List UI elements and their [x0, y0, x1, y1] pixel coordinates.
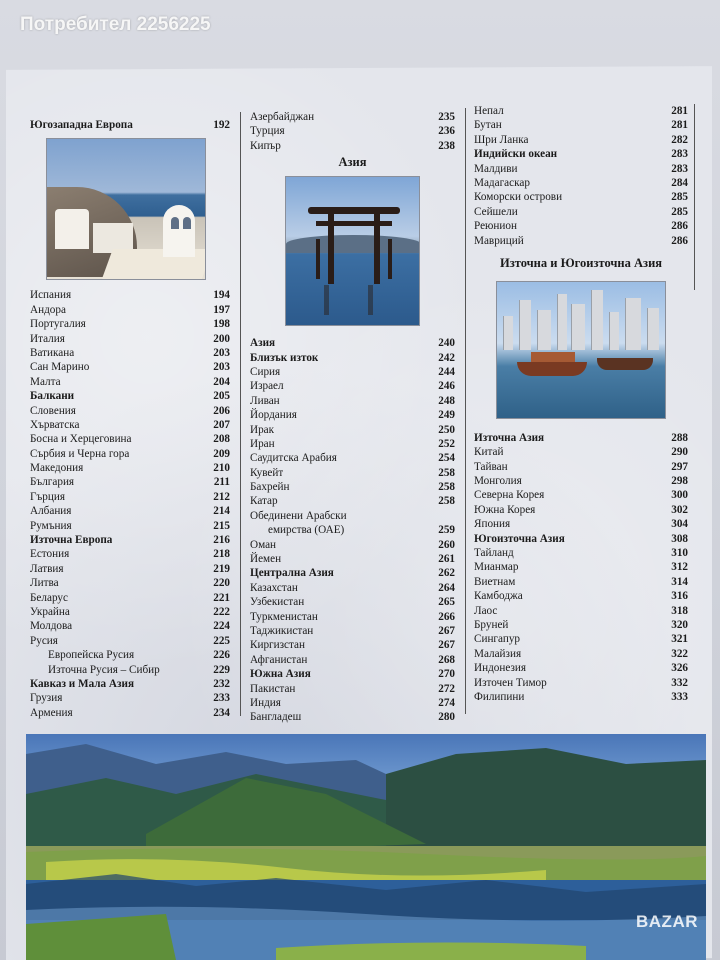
toc-entry-page: 222	[213, 605, 230, 618]
toc-list-top	[474, 104, 688, 248]
toc-entry	[30, 418, 230, 432]
toc-entry-title: Централна Азия	[250, 567, 334, 580]
toc-entry-title: Туркменистан	[250, 610, 318, 623]
toc-entry-title: Саудитска Арабия	[250, 452, 337, 465]
toc-entry-title: Индия	[250, 696, 281, 709]
toc-entry	[30, 332, 230, 346]
toc-entry-title: Латвия	[30, 562, 64, 575]
toc-entry-title: Грузия	[30, 692, 63, 705]
toc-entry	[30, 461, 230, 475]
toc-entry	[474, 162, 688, 176]
toc-entry-title: Оман	[250, 538, 277, 551]
toc-entry-title: Бруней	[474, 618, 509, 631]
toc-entry	[30, 648, 230, 662]
toc-entry	[474, 517, 688, 531]
toc-entry	[250, 595, 455, 609]
toc-entry-title: Бутан	[474, 119, 502, 132]
section-heading-asia: Азия	[338, 155, 367, 170]
toc-entry-title: Филипини	[474, 690, 525, 703]
toc-entry-page: 283	[671, 148, 688, 161]
column-divider	[465, 108, 466, 714]
toc-entry	[250, 610, 455, 624]
toc-entry	[250, 509, 455, 523]
toc-entry-page: 285	[671, 205, 688, 218]
toc-entry-page: 252	[438, 437, 455, 450]
toc-entry	[474, 488, 688, 502]
toc-entry-title: Монголия	[474, 475, 522, 488]
toc-entry-page: 204	[213, 375, 230, 388]
toc-entry-page: 224	[213, 620, 230, 633]
toc-entry-title: Украйна	[30, 605, 70, 618]
toc-entry-page: 258	[438, 466, 455, 479]
toc-entry-title: Азия	[250, 337, 276, 350]
toc-entry-page: 300	[671, 489, 688, 502]
toc-entry-page: 308	[671, 532, 688, 545]
toc-entry	[474, 460, 688, 474]
toc-entry-title: Кувейт	[250, 466, 284, 479]
toc-entry-page: 312	[671, 561, 688, 574]
toc-entry-page: 203	[213, 346, 230, 359]
toc-entry	[30, 663, 230, 677]
user-watermark: Потребител 2256225	[20, 14, 211, 35]
toc-entry-title: Камбоджа	[474, 590, 523, 603]
toc-entry-title: Сърбия и Черна гора	[30, 447, 130, 460]
toc-entry	[30, 288, 230, 302]
toc-entry-page: 310	[671, 547, 688, 560]
toc-entry	[250, 696, 455, 710]
toc-entry	[474, 690, 688, 704]
toc-entry-title: Италия	[30, 332, 65, 345]
toc-list-bottom	[474, 431, 688, 704]
toc-entry-title: Лаос	[474, 604, 498, 617]
toc-entry-title: Южна Корея	[474, 503, 536, 516]
toc-entry-page: 332	[671, 676, 688, 689]
toc-entry-title: Виетнам	[474, 575, 516, 588]
toc-entry	[250, 466, 455, 480]
toc-entry-title: Израел	[250, 380, 284, 393]
toc-entry-title: Йордания	[250, 409, 297, 422]
toc-entry-page: 216	[213, 534, 230, 547]
toc-entry-title: Словения	[30, 404, 76, 417]
toc-entry-title: Индонезия	[474, 662, 526, 675]
toc-entry-page: 250	[438, 423, 455, 436]
toc-entry-page: 265	[438, 596, 455, 609]
toc-entry-page: 264	[438, 581, 455, 594]
toc-entry-page: 286	[671, 234, 688, 247]
toc-entry	[474, 190, 688, 204]
toc-entry-title: Югозападна Европа	[30, 119, 133, 131]
toc-entry-title: Катар	[250, 495, 278, 508]
toc-entry-title: Южна Азия	[250, 668, 311, 681]
toc-entry-page: 248	[438, 394, 455, 407]
toc-entry-title: Киргизстан	[250, 639, 305, 652]
toc-entry	[474, 560, 688, 574]
toc-entry	[474, 647, 688, 661]
mountain-lake-photo	[26, 734, 706, 960]
toc-entry-page: 274	[438, 696, 455, 709]
toc-entry-page: 212	[213, 490, 230, 503]
toc-entry-page: 282	[671, 133, 688, 146]
toc-entry	[30, 547, 230, 561]
toc-entry	[250, 538, 455, 552]
toc-entry-title: Македония	[30, 462, 84, 475]
toc-entry-page: 267	[438, 639, 455, 652]
toc-entry-title: Иран	[250, 437, 275, 450]
toc-entry-title: България	[30, 476, 75, 489]
section-heading-east-asia: Източна и Югоизточна Азия	[499, 255, 663, 270]
toc-entry-page: 242	[438, 351, 455, 364]
toc-entry-page: 320	[671, 618, 688, 631]
toc-entry-title: Сейшели	[474, 205, 518, 218]
toc-entry	[30, 591, 230, 605]
toc-entry-page: 304	[671, 518, 688, 531]
toc-entry-title: Испания	[30, 289, 72, 302]
toc-entry-title: Босна и Херцеговина	[30, 433, 132, 446]
toc-entry-title: Мавриций	[474, 234, 524, 247]
toc-entry-page: 200	[213, 332, 230, 345]
toc-entry	[250, 480, 455, 494]
toc-entry-page: 266	[438, 610, 455, 623]
toc-entry	[250, 351, 455, 365]
toc-entry	[250, 552, 455, 566]
toc-entry-page: 290	[671, 446, 688, 459]
toc-entry-title: Ирак	[250, 423, 275, 436]
toc-entry-title: Турция	[250, 125, 285, 138]
toc-entry-page: 326	[671, 662, 688, 675]
toc-entry-page: 208	[213, 433, 230, 446]
toc-entry-title: Естония	[30, 548, 70, 561]
toc-entry-page: 194	[213, 289, 230, 302]
bazar-logo: BAZAR	[636, 912, 698, 931]
toc-entry	[474, 575, 688, 589]
toc-entry	[250, 437, 455, 451]
toc-entry-title: Източна Европа	[30, 534, 113, 547]
toc-list-top	[250, 110, 455, 153]
toc-entry-title: Непал	[474, 105, 504, 117]
toc-entry-title: емирства (ОАЕ)	[268, 524, 345, 537]
toc-entry-page: 254	[438, 452, 455, 465]
toc-entry	[474, 219, 688, 233]
toc-entry-page: 220	[213, 577, 230, 590]
toc-entry	[250, 638, 455, 652]
toc-entry-page: 218	[213, 548, 230, 561]
toc-entry	[250, 408, 455, 422]
toc-entry-page: 258	[438, 481, 455, 494]
toc-entry-title: Югоизточна Азия	[474, 532, 565, 545]
toc-entry-page: 235	[438, 111, 455, 123]
toc-entry	[474, 618, 688, 632]
toc-entry-page: 192	[213, 119, 230, 131]
toc-entry	[30, 404, 230, 418]
toc-entry-page: 197	[213, 303, 230, 316]
toc-entry-page: 209	[213, 447, 230, 460]
toc-entry-page: 333	[671, 690, 688, 703]
toc-entry	[250, 653, 455, 667]
toc-entry-title: Гърция	[30, 490, 65, 503]
toc-entry-title: Йемен	[250, 553, 282, 566]
toc-entry-page: 318	[671, 604, 688, 617]
toc-entry-page: 207	[213, 418, 230, 431]
toc-entry-title: Източна Русия – Сибир	[48, 663, 160, 676]
toc-entry	[30, 447, 230, 461]
toc-entry-page: 321	[671, 633, 688, 646]
toc-entry-title: Тайван	[474, 460, 508, 473]
toc-entry	[474, 205, 688, 219]
toc-entry	[30, 490, 230, 504]
toc-entry	[474, 503, 688, 517]
toc-entry	[474, 661, 688, 675]
toc-entry	[30, 303, 230, 317]
toc-entry	[474, 589, 688, 603]
toc-entry-title: Армения	[30, 706, 73, 719]
toc-entry	[250, 124, 455, 138]
toc-entry-title: Таджикистан	[250, 624, 314, 637]
toc-entry-title: Азербайджан	[250, 111, 315, 123]
toc-entry-title: Андора	[30, 303, 66, 316]
toc-entry-page: 286	[671, 220, 688, 233]
toc-entry-title: Малта	[30, 375, 61, 388]
toc-entry	[30, 634, 230, 648]
toc-entry	[30, 677, 230, 691]
toc-entry-title: Шри Ланка	[474, 133, 529, 146]
toc-entry	[30, 576, 230, 590]
toc-entry-page: 214	[213, 505, 230, 518]
toc-entry-page: 238	[438, 139, 455, 152]
toc-entry	[250, 667, 455, 681]
toc-entry	[30, 706, 230, 720]
toc-entry-title: Афганистан	[250, 653, 308, 666]
column-divider	[694, 104, 695, 290]
toc-entry-title: Реюнион	[474, 220, 517, 233]
toc-entry	[250, 710, 455, 724]
toc-entry-page: 240	[438, 337, 455, 350]
toc-entry-page: 226	[213, 649, 230, 662]
toc-entry	[30, 432, 230, 446]
toc-entry-title: Пакистан	[250, 682, 296, 695]
toc-entry-page: 249	[438, 409, 455, 422]
toc-entry	[474, 532, 688, 546]
toc-entry	[474, 546, 688, 560]
toc-entry-page: 198	[213, 318, 230, 331]
toc-entry-page: 233	[213, 692, 230, 705]
toc-entry	[474, 118, 688, 132]
toc-entry	[474, 474, 688, 488]
toc-entry-page: 244	[438, 365, 455, 378]
toc-entry-title: Албания	[30, 505, 72, 518]
toc-entry-page: 285	[671, 191, 688, 204]
toc-entry-page: 210	[213, 462, 230, 475]
toc-entry-page: 258	[438, 495, 455, 508]
toc-entry	[30, 389, 230, 403]
toc-entry-title: Мианмар	[474, 561, 519, 574]
toc-entry	[30, 346, 230, 360]
toc-entry	[30, 317, 230, 331]
toc-entry-title: Северна Корея	[474, 489, 545, 502]
toc-entry-page: 236	[438, 125, 455, 138]
toc-entry	[474, 431, 688, 445]
toc-entry	[474, 445, 688, 459]
toc-entry-page: 246	[438, 380, 455, 393]
toc-entry	[474, 133, 688, 147]
toc-entry	[30, 504, 230, 518]
toc-entry-title: Ватикана	[30, 346, 75, 359]
toc-entry-page: 281	[671, 119, 688, 132]
toc-entry-page: 215	[213, 519, 230, 532]
toc-entry	[250, 394, 455, 408]
toc-entry-page: 314	[671, 575, 688, 588]
toc-entry	[250, 523, 455, 537]
toc-entry	[250, 566, 455, 580]
toc-entry-page: 283	[671, 162, 688, 175]
toc-entry-page: 268	[438, 653, 455, 666]
toc-entry	[30, 605, 230, 619]
column-divider	[240, 112, 241, 716]
toc-entry-title: Европейска Русия	[48, 649, 135, 662]
toc-entry	[30, 533, 230, 547]
toc-entry-title: Португалия	[30, 318, 86, 331]
toc-entry-title: Сан Марино	[30, 361, 90, 374]
toc-entry-title: Източен Тимор	[474, 676, 547, 689]
toc-entry-title: Малайзия	[474, 647, 522, 660]
toc-entry-title: Сингапур	[474, 633, 521, 646]
toc-entry-title: Румъния	[30, 519, 72, 532]
hong-kong-harbour-photo	[496, 281, 666, 419]
toc-entry-title: Източна Азия	[474, 431, 545, 444]
toc-entry-page: 262	[438, 567, 455, 580]
toc-entry-title: Индийски океан	[474, 148, 558, 161]
toc-entry-page: 232	[213, 677, 230, 690]
toc-entry-page: 302	[671, 503, 688, 516]
toc-entry-page: 219	[213, 562, 230, 575]
toc-list-bottom	[30, 288, 230, 720]
toc-entry-page: 270	[438, 668, 455, 681]
toc-entry-page: 261	[438, 553, 455, 566]
toc-entry-title: Обединени Арабски	[250, 509, 347, 522]
toc-list-bottom	[250, 336, 455, 725]
toc-entry-title: Хърватска	[30, 418, 80, 431]
toc-entry	[250, 365, 455, 379]
toc-entry-title: Балкани	[30, 390, 75, 403]
toc-entry-title: Молдова	[30, 620, 73, 633]
toc-entry-page: 211	[213, 476, 230, 489]
toc-entry-page: 322	[671, 647, 688, 660]
toc-entry	[30, 360, 230, 374]
toc-entry-title: Китай	[474, 446, 504, 459]
toc-entry-page: 297	[671, 460, 688, 473]
santorini-photo	[46, 138, 206, 280]
toc-entry-page: 298	[671, 475, 688, 488]
toc-entry-title: Беларус	[30, 591, 68, 604]
toc-entry-page: 316	[671, 590, 688, 603]
toc-entry-title: Сирия	[250, 365, 281, 378]
toc-entry-page: 229	[213, 663, 230, 676]
toc-entry	[474, 604, 688, 618]
toc-entry	[474, 234, 688, 248]
toc-entry-title: Бахрейн	[250, 481, 290, 494]
toc-entry-page: 260	[438, 538, 455, 551]
toc-column-2	[250, 110, 455, 725]
toc-entry-page: 221	[213, 591, 230, 604]
toc-entry-title: Литва	[30, 577, 59, 590]
toc-entry	[474, 176, 688, 190]
toc-entry-title: Узбекистан	[250, 596, 305, 609]
toc-entry-page: 272	[438, 682, 455, 695]
toc-entry-title: Бангладеш	[250, 711, 302, 724]
toc-entry-page: 206	[213, 404, 230, 417]
toc-entry-title: Близък изток	[250, 351, 319, 364]
toc-entry	[250, 423, 455, 437]
toc-entry	[250, 451, 455, 465]
toc-entry	[30, 475, 230, 489]
toc-entry	[30, 619, 230, 633]
toc-entry-page: 205	[213, 390, 230, 403]
toc-entry-title: Кипър	[250, 139, 281, 152]
toc-entry	[30, 519, 230, 533]
toc-entry-title: Ливан	[250, 394, 280, 407]
toc-entry	[250, 110, 455, 124]
torii-gate-photo	[285, 176, 420, 326]
toc-entry	[30, 691, 230, 705]
toc-column-3	[474, 104, 688, 704]
toc-entry-page: 280	[438, 711, 455, 724]
toc-list-top	[30, 118, 230, 132]
toc-entry-title: Кавказ и Мала Азия	[30, 677, 134, 690]
toc-entry-page: 234	[213, 706, 230, 719]
toc-entry-page: 259	[438, 524, 455, 537]
toc-entry	[250, 624, 455, 638]
toc-entry-title: Русия	[30, 634, 58, 647]
toc-entry	[250, 379, 455, 393]
toc-entry-page: 288	[671, 431, 688, 444]
toc-entry-page: 281	[671, 105, 688, 117]
toc-entry	[30, 375, 230, 389]
toc-entry-page: 284	[671, 176, 688, 189]
toc-entry-title: Япония	[474, 518, 511, 531]
toc-entry	[250, 581, 455, 595]
toc-entry	[30, 118, 230, 132]
toc-entry-title: Тайланд	[474, 547, 514, 560]
toc-column-1	[30, 118, 230, 720]
toc-entry	[30, 562, 230, 576]
toc-entry	[250, 682, 455, 696]
toc-entry	[250, 494, 455, 508]
toc-entry	[474, 632, 688, 646]
toc-entry-title: Казахстан	[250, 581, 298, 594]
toc-entry-page: 225	[213, 634, 230, 647]
toc-entry	[474, 104, 688, 118]
toc-entry	[250, 139, 455, 153]
toc-entry	[474, 676, 688, 690]
toc-entry	[250, 336, 455, 350]
toc-entry-title: Коморски острови	[474, 191, 563, 204]
toc-entry-page: 267	[438, 624, 455, 637]
toc-entry-title: Мадагаскар	[474, 176, 530, 189]
toc-entry-title: Малдиви	[474, 162, 518, 175]
toc-entry	[474, 147, 688, 161]
toc-entry-page: 203	[213, 361, 230, 374]
